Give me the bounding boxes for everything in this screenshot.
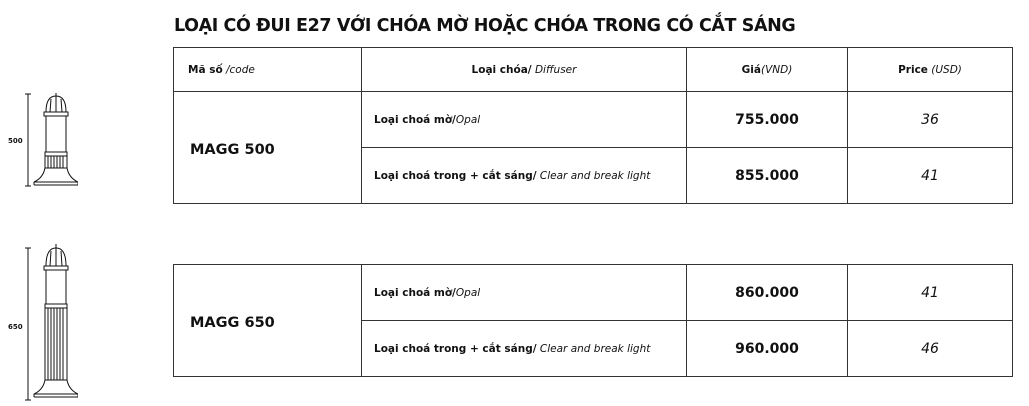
- product-code: MAGG 650: [174, 265, 362, 377]
- page-title: LOẠI CÓ ĐUI E27 VỚI CHÓA MỜ HOẶC CHÓA TRONG CÓ CẮT SÁNG: [174, 16, 796, 36]
- price-usd-cell: 46: [848, 321, 1013, 377]
- price-vnd-cell: 755.000: [687, 92, 848, 148]
- price-usd-cell: 41: [848, 265, 1013, 321]
- height-label-500: 500: [8, 137, 23, 145]
- price-table-magg-500: [173, 47, 1013, 204]
- price-vnd-cell: 855.000: [687, 148, 848, 204]
- diffuser-cell: Loại choá trong + cắt sáng/ Clear and break light: [362, 321, 687, 377]
- diffuser-cell: Loại choá mờ/Opal: [362, 92, 687, 148]
- height-label-650: 650: [8, 323, 23, 331]
- price-vnd-cell: 860.000: [687, 265, 848, 321]
- table-row: [174, 265, 1013, 321]
- table-header-row: [174, 48, 1013, 92]
- diffuser-cell: Loại choá mờ/Opal: [362, 265, 687, 321]
- header-price-usd: Price (USD): [848, 48, 1013, 92]
- header-code: Mã số /code: [174, 48, 362, 92]
- header-diffuser: Loại chóa/ Diffuser: [362, 48, 687, 92]
- price-table-magg-650: [173, 264, 1013, 377]
- product-code: MAGG 500: [174, 92, 362, 204]
- price-usd-cell: 41: [848, 148, 1013, 204]
- header-price-vnd: Giá(VND): [687, 48, 848, 92]
- table-row: [174, 92, 1013, 148]
- price-usd-cell: 36: [848, 92, 1013, 148]
- bollard-lamp-500-drawing: [8, 92, 78, 188]
- bollard-lamp-650-drawing: [8, 240, 78, 402]
- diffuser-cell: Loại choá trong + cắt sáng/ Clear and break light: [362, 148, 687, 204]
- price-vnd-cell: 960.000: [687, 321, 848, 377]
